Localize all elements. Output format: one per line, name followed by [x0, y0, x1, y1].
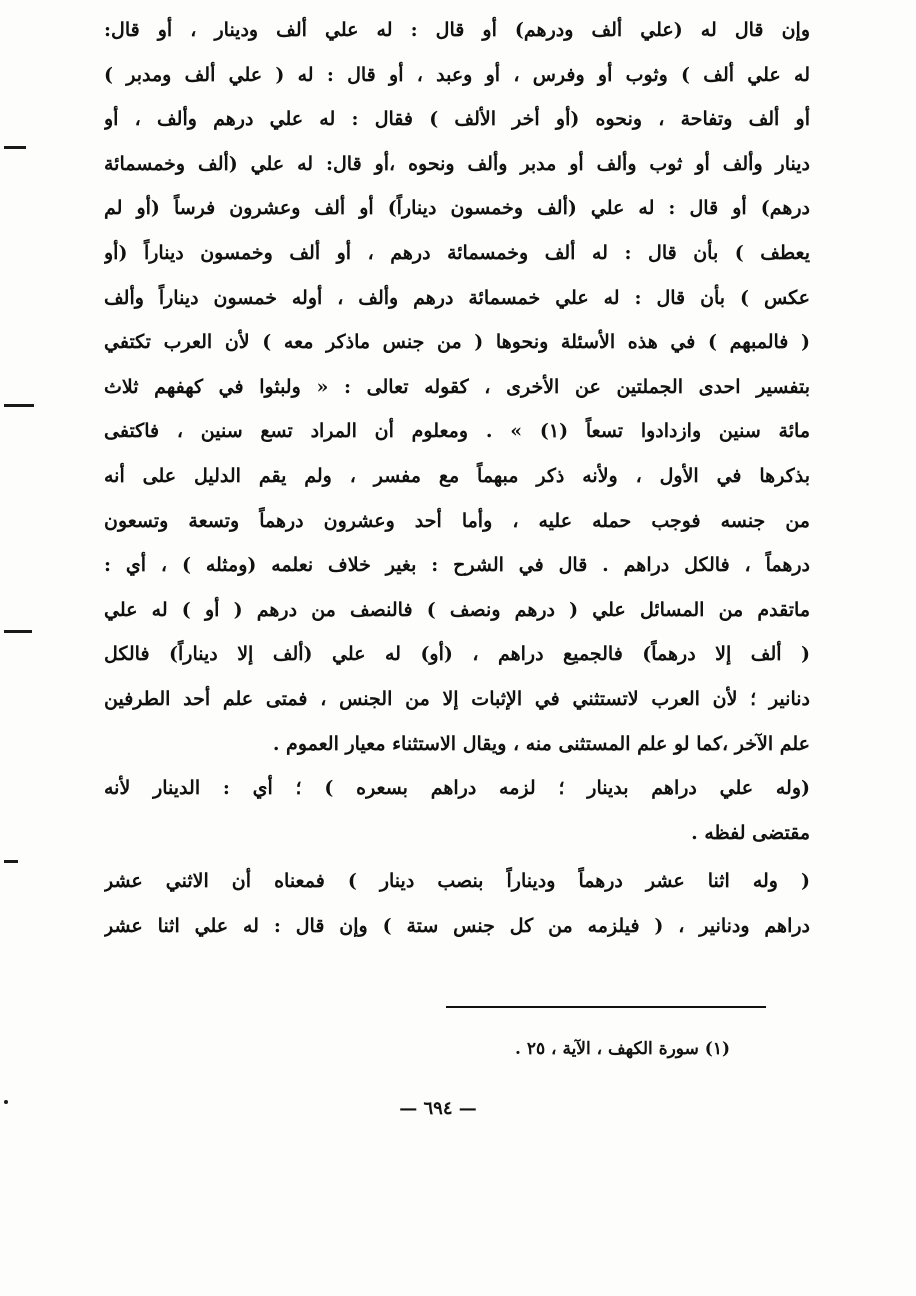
- text-line: درهماً ، فالكل دراهم . قال في الشرح : بغير خلاف نعلمه (ومثله ) ، أي :: [104, 554, 810, 577]
- margin-mark: [4, 404, 34, 407]
- text-line: درهم) أو قال : له علي (ألف وخمسون ديناراً) أو ألف وعشرون فرساً (أو لم: [104, 197, 810, 220]
- text-line: بتفسير احدى الجملتين عن الأخرى ، كقوله تعالى : « ولبثوا في كهفهم ثلاث: [104, 375, 810, 398]
- page-number: — ٦٩٤ —: [399, 1098, 477, 1119]
- text-line: ماتقدم من المسائل علي ( درهم ونصف ) فالنصف من درهم ( أو ) له علي: [104, 598, 810, 621]
- body-text: [104, 8, 810, 948]
- text-line: وإن قال له (علي ألف ودرهم) أو قال : له علي ألف ودينار ، أو قال:: [104, 19, 810, 41]
- text-line: له علي ألف ) وثوب أو وفرس ، أو وعبد ، أو قال : له ( علي ألف ومدبر ): [104, 63, 810, 86]
- text-line: (وله علي دراهم بدينار ؛ لزمه دراهم بسعره ) ؛ أي : الدينار لأنه: [104, 777, 810, 800]
- margin-mark: [4, 860, 18, 863]
- text-line: مقتضى لفظه .: [691, 821, 810, 844]
- text-line: من جنسه فوجب حمله عليه ، وأما أحد وعشرون درهماً وتسعة وتسعون: [104, 509, 810, 532]
- text-line: بذكرها في الأول ، ولأنه ذكر مبهماً مع مفسر ، ولم يقم الدليل على أنه: [104, 464, 810, 487]
- margin-mark: [4, 146, 26, 149]
- footnote: (١) سورة الكهف ، الآية ، ٢٥ .: [515, 1039, 730, 1059]
- text-line: دنانير ؛ لأن العرب لاتستثني في الإثبات إلا من الجنس ، فمتى علم أحد الطرفين: [104, 687, 810, 710]
- text-line: ( فالمبهم ) في هذه الأسئلة ونحوها ( من جنس ماذكر معه ) لأن العرب تكتفي: [104, 331, 810, 354]
- text-line: ( ألف إلا درهماً) فالجميع دراهم ، (أو) له علي (ألف إلا ديناراً) فالكل: [104, 643, 810, 666]
- text-line: ( وله اثنا عشر درهماً وديناراً بنصب دينار ) فمعناه أن الاثني عشر: [104, 870, 810, 893]
- text-line: دراهم ودنانير ، ( فيلزمه من كل جنس ستة ) وإن قال : له علي اثنا عشر: [104, 914, 810, 937]
- text-line: عكس ) بأن قال : له علي خمسمائة درهم وألف ، أوله خمسون ديناراً وألف: [104, 286, 810, 309]
- footnote-divider: [446, 1006, 766, 1008]
- text-line: علم الآخر ،كما لو علم المستثنى منه ، ويقال الاستثناء معيار العموم .: [272, 732, 810, 755]
- text-line: أو ألف وتفاحة ، ونحوه (أو أخر الألف ) فقال : له علي درهم وألف ، أو: [104, 108, 810, 131]
- text-line: مائة سنين وازدادوا تسعاً (١) » . ومعلوم أن المراد تسع سنين ، فاكتفى: [104, 420, 810, 443]
- text-line: يعطف ) بأن قال : له ألف وخمسمائة درهم ، أو ألف وخمسون ديناراً (أو: [104, 241, 810, 264]
- margin-dot: [4, 1100, 8, 1104]
- text-line: دينار وألف أو ثوب وألف أو مدبر وألف ونحوه ،أو قال: له علي (ألف وخمسمائة: [104, 152, 810, 175]
- margin-mark: [4, 630, 32, 633]
